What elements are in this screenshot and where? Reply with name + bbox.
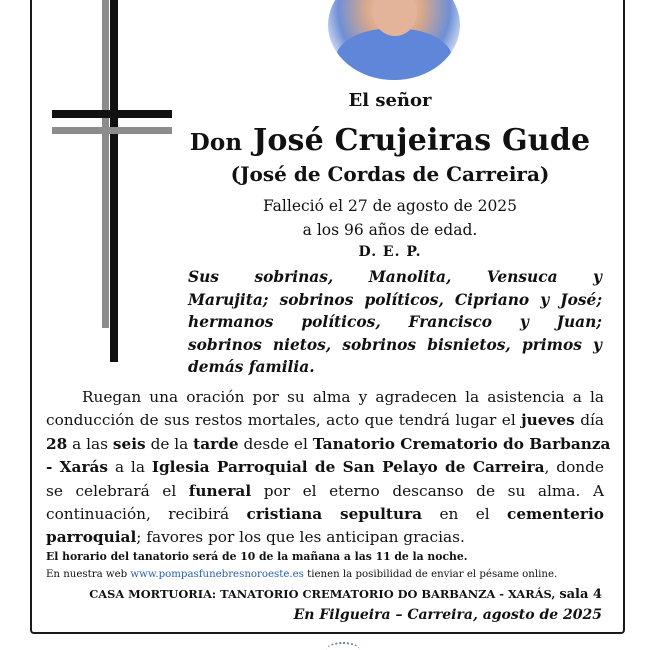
funeral-home-location: - Xarás bbox=[46, 458, 109, 477]
web-text: En nuestra web bbox=[46, 569, 128, 580]
alias: (José de Cordas de Carreira) bbox=[230, 162, 550, 186]
body-text: en el bbox=[439, 505, 490, 524]
body-line bbox=[46, 409, 604, 432]
family-line: demás familia. bbox=[188, 358, 315, 376]
web-note bbox=[46, 569, 557, 580]
cross-vertical-gray bbox=[102, 0, 109, 328]
day-name: jueves bbox=[521, 411, 575, 430]
cross-vertical-black bbox=[110, 0, 118, 362]
family-line: sobrinos nietos, sobrinos bisnietos, primos y bbox=[188, 335, 602, 354]
funeral-home: Tanatorio Crematorio do Barbanza bbox=[312, 434, 611, 453]
title-senor: El señor bbox=[348, 90, 432, 111]
burial: cristiana sepultura bbox=[246, 505, 423, 524]
age: a los 96 años de edad. bbox=[302, 221, 478, 239]
body-text: desde el bbox=[243, 434, 308, 453]
body-line bbox=[46, 433, 611, 456]
time-of-day: tarde bbox=[193, 434, 239, 453]
family-line: Marujita; sobrinos políticos, Cipriano y José; bbox=[188, 290, 602, 309]
body-line bbox=[46, 526, 604, 549]
body-text: por el eterno descanso de su alma. A bbox=[263, 481, 604, 500]
rip: D. E. P. bbox=[358, 244, 422, 260]
body-line bbox=[46, 503, 604, 526]
body-line bbox=[46, 386, 604, 409]
cross-horizontal-gray bbox=[52, 127, 172, 134]
body-text: día bbox=[580, 411, 604, 430]
cross-horizontal-black bbox=[52, 110, 172, 118]
title-don: Don bbox=[189, 129, 243, 156]
body-text: conducción de sus restos mortales, acto que tendrá lugar el bbox=[46, 411, 516, 430]
body-text: de la bbox=[150, 434, 189, 453]
body-text: , donde bbox=[544, 458, 604, 477]
day-number: 28 bbox=[46, 434, 68, 453]
hour: seis bbox=[112, 434, 146, 453]
full-name: José Crujeiras Gude bbox=[252, 123, 591, 158]
body-text: a las bbox=[72, 434, 109, 453]
body-text: se celebrará el bbox=[46, 481, 177, 500]
deceased-name bbox=[180, 123, 600, 158]
church: Iglesia Parroquial de San Pelayo de Carreira bbox=[151, 458, 545, 477]
web-text: tienen la posibilidad de enviar el pésame online. bbox=[307, 569, 558, 580]
family-line: hermanos políticos, Francisco y Juan; bbox=[188, 313, 602, 331]
mortuary-house bbox=[89, 587, 602, 602]
body-text: continuación, recibirá bbox=[46, 505, 230, 524]
cemetery-parish: parroquial bbox=[46, 528, 137, 547]
mortuary-text: CASA MORTUORIA: TANATORIO CREMATORIO DO BARBANZA - XARÁS, bbox=[89, 587, 560, 601]
body-line bbox=[46, 456, 604, 479]
funeral-word: funeral bbox=[188, 481, 252, 500]
family-line: Sus sobrinas, Manolita, Vensuca y bbox=[188, 268, 602, 286]
death-date: Falleció el 27 de agosto de 2025 bbox=[262, 197, 518, 215]
body-line bbox=[46, 480, 604, 503]
body-text: Ruegan una oración por su alma y agradecen la asistencia a la bbox=[82, 388, 604, 406]
place-date: En Filgueira – Carreira, agosto de 2025 bbox=[293, 607, 602, 623]
hours-note: El horario del tanatorio será de 10 de la mañana a las 11 de la noche. bbox=[46, 550, 468, 563]
laurel-logo-icon bbox=[326, 642, 360, 650]
body-text: ; favores por los que les anticipan gracias. bbox=[136, 528, 465, 547]
ceremony-text bbox=[46, 386, 611, 550]
portrait-photo bbox=[328, 0, 460, 80]
cemetery: cementerio bbox=[507, 505, 604, 524]
room-number: sala 4 bbox=[559, 587, 602, 602]
body-text: a la bbox=[114, 458, 145, 477]
family-list bbox=[188, 266, 602, 379]
website-link[interactable]: www.pompasfunebresnoroeste.es bbox=[130, 569, 304, 580]
